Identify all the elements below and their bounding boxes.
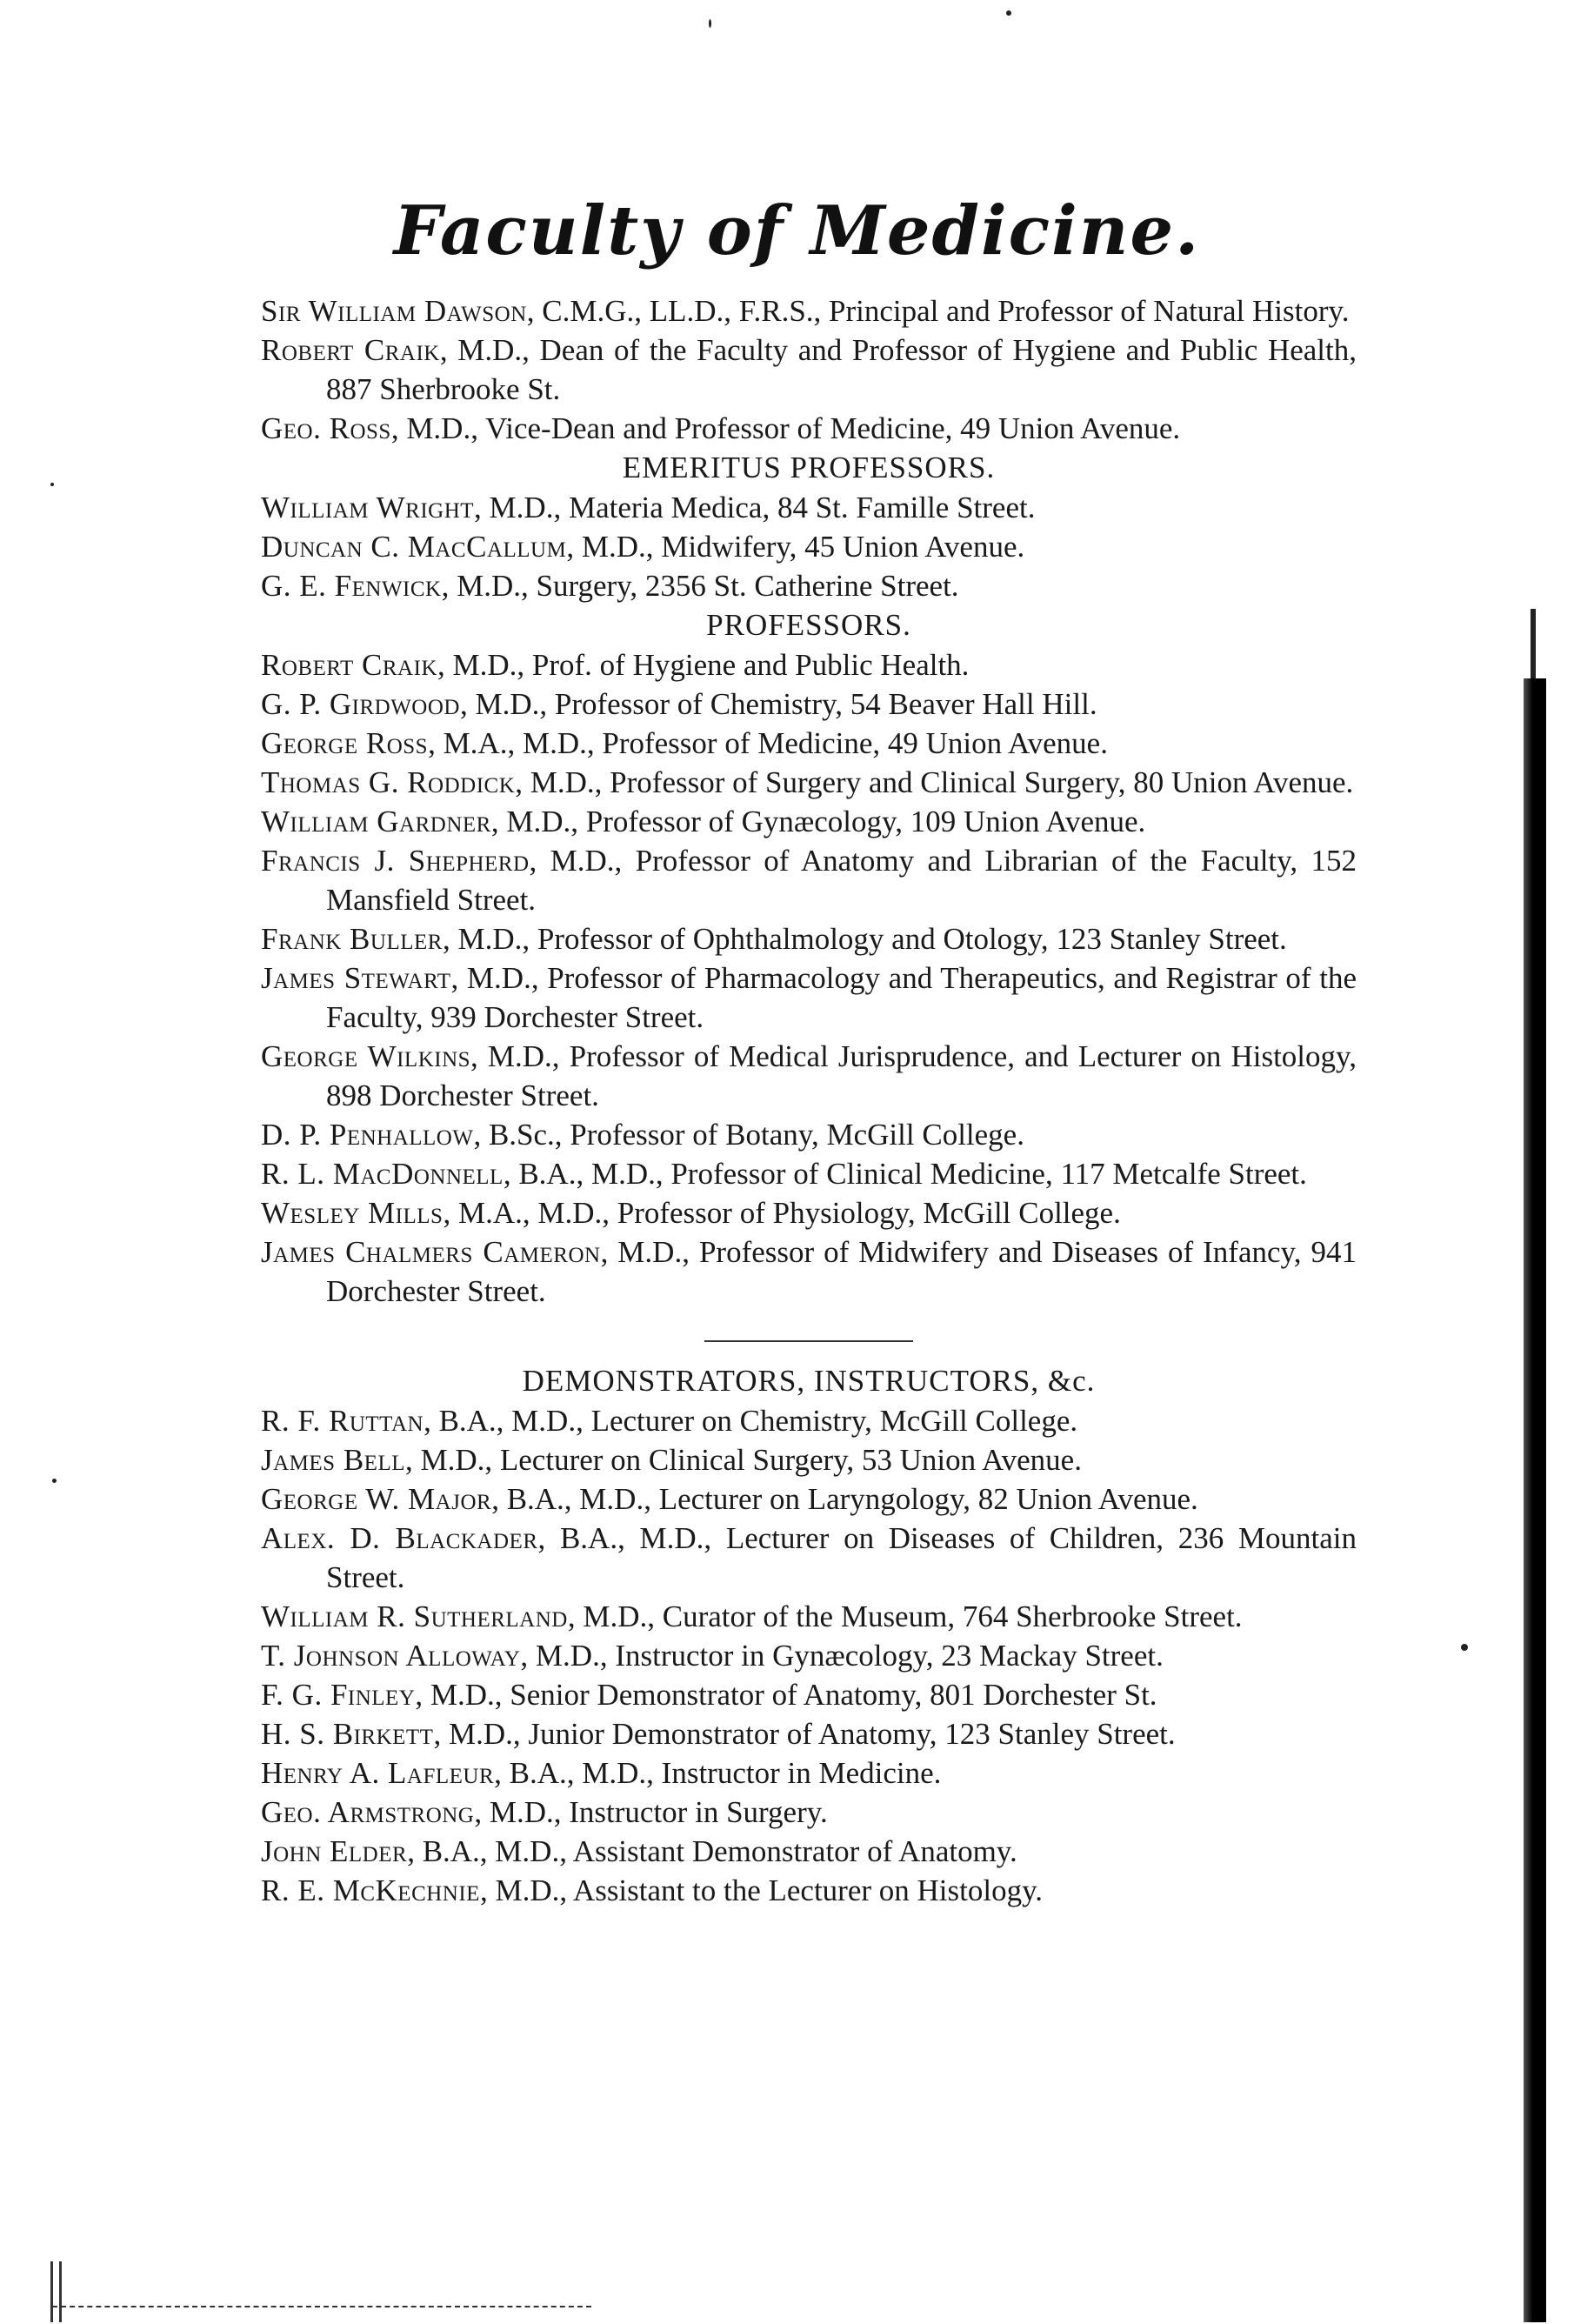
faculty-entry	[261, 1519, 1357, 1597]
scan-bottom-dash	[52, 2306, 591, 2307]
faculty-name: T. Johnson Alloway	[261, 1639, 521, 1673]
scan-speck	[1006, 10, 1011, 16]
faculty-details: , M.D., Dean of the Faculty and Professor of Hygiene and Public Health, 887 Sherbrooke St.	[326, 333, 1357, 406]
faculty-entry	[261, 331, 1357, 409]
page-title: Faculty of Medicine.	[393, 191, 1201, 270]
faculty-name: William Wright	[261, 491, 475, 524]
section-heading: PROFESSORS.	[706, 608, 911, 642]
faculty-details: , M.D., Assistant to the Lecturer on Histology.	[479, 1873, 1044, 1907]
scan-speck	[1461, 1644, 1468, 1651]
faculty-name: Frank Buller	[261, 922, 443, 956]
scan-bottom-tick	[59, 2261, 62, 2322]
faculty-entry	[261, 1832, 1357, 1871]
faculty-name: Duncan C. MacCallum	[261, 530, 567, 564]
intro-block	[261, 291, 1357, 448]
faculty-name: R. F. Ruttan	[261, 1404, 424, 1438]
faculty-name: Wesley Mills	[261, 1196, 444, 1230]
faculty-details: , M.A., M.D., Professor of Physiology, McGill College.	[443, 1196, 1121, 1230]
faculty-details: , M.D., Instructor in Surgery.	[474, 1795, 828, 1829]
faculty-entry	[261, 1675, 1357, 1714]
section-heading: EMERITUS PROFESSORS.	[622, 451, 996, 484]
faculty-name: H. S. Birkett	[261, 1717, 434, 1751]
section-heading: DEMONSTRATORS, INSTRUCTORS, &c.	[522, 1364, 1096, 1398]
faculty-details: , M.D., Materia Medica, 84 St. Famille Street.	[474, 491, 1036, 524]
faculty-name: Francis J. Shepherd	[261, 844, 530, 878]
faculty-entry	[261, 645, 1357, 685]
faculty-name: D. P. Penhallow	[261, 1118, 474, 1152]
faculty-details: , B.A., M.D., Assistant Demonstrator of Anatomy.	[407, 1834, 1017, 1868]
faculty-entry	[261, 527, 1357, 566]
faculty-details: , M.D., Senior Demonstrator of Anatomy, 801 Dorchester St.	[415, 1678, 1157, 1712]
faculty-entry	[261, 1154, 1357, 1193]
faculty-name: James Chalmers Cameron	[261, 1235, 601, 1269]
faculty-details: , M.D., Professor of Midwifery and Diseases of Infancy, 941 Dorchester Street.	[326, 1235, 1357, 1308]
faculty-name: G. E. Fenwick	[261, 569, 442, 603]
scan-speck	[52, 1479, 57, 1483]
faculty-name: Robert Craik	[261, 333, 440, 367]
section-demonstrators	[261, 1361, 1357, 1910]
faculty-name: Henry A. Lafleur	[261, 1756, 495, 1790]
faculty-name: R. L. MacDonnell	[261, 1157, 504, 1191]
faculty-details: , M.D., Midwifery, 45 Union Avenue.	[566, 530, 1025, 564]
faculty-entry	[261, 1714, 1357, 1753]
faculty-entry	[261, 763, 1357, 802]
faculty-name: G. P. Girdwood	[261, 687, 460, 721]
faculty-details: , M.A., M.D., Professor of Medicine, 49 Union Avenue.	[428, 726, 1108, 760]
faculty-entry	[261, 1115, 1357, 1154]
faculty-entry	[261, 1440, 1357, 1479]
faculty-details: , M.D., Junior Demonstrator of Anatomy, 123 Stanley Street.	[433, 1717, 1176, 1751]
faculty-entry	[261, 1793, 1357, 1832]
faculty-entry	[261, 566, 1357, 605]
faculty-details: , M.D., Professor of Surgery and Clinical Surgery, 80 Union Avenue.	[515, 765, 1354, 799]
faculty-details: , B.A., M.D., Lecturer on Chemistry, McGill College.	[424, 1404, 1078, 1438]
faculty-entry	[261, 1037, 1357, 1115]
faculty-entry	[261, 1479, 1357, 1519]
faculty-entry	[261, 1193, 1357, 1232]
scan-edge-shadow	[1524, 678, 1546, 2322]
faculty-details: , B.A., M.D., Lecturer on Laryngology, 82 Union Avenue.	[491, 1482, 1198, 1516]
faculty-details: , M.D., Professor of Medical Jurisprudence, and Lecturer on Histology, 898 Dorchester Street.	[326, 1039, 1357, 1112]
faculty-details: , B.A., M.D., Lecturer on Diseases of Children, 236 Mountain Street.	[326, 1521, 1357, 1594]
faculty-details: , B.A., M.D., Professor of Clinical Medicine, 117 Metcalfe Street.	[503, 1157, 1307, 1191]
faculty-details: , B.Sc., Professor of Botany, McGill College.	[473, 1118, 1024, 1152]
faculty-name: Robert Craik	[261, 648, 437, 682]
faculty-details: , M.D., Professor of Gynæcology, 109 Union Avenue.	[490, 805, 1146, 838]
faculty-name: George Ross	[261, 726, 429, 760]
scan-speck	[50, 483, 54, 486]
faculty-details: , M.D., Lecturer on Clinical Surgery, 53 Union Avenue.	[405, 1443, 1082, 1477]
faculty-entry	[261, 1871, 1357, 1910]
faculty-details: , M.D., Instructor in Gynæcology, 23 Mackay Street.	[520, 1639, 1164, 1673]
faculty-entry	[261, 1636, 1357, 1675]
faculty-name: George W. Major	[261, 1482, 492, 1516]
faculty-details: , M.D., Professor of Ophthalmology and Otology, 123 Stanley Street.	[442, 922, 1287, 956]
faculty-name: James Bell	[261, 1443, 405, 1477]
faculty-name: William R. Sutherland	[261, 1599, 568, 1633]
faculty-details: , M.D., Professor of Pharmacology and Therapeutics, and Registrar of the Faculty, 939 Dorchester Street.	[326, 961, 1357, 1034]
faculty-details: , B.A., M.D., Instructor in Medicine.	[494, 1756, 942, 1790]
faculty-entry	[261, 1232, 1357, 1311]
faculty-details: , M.D., Surgery, 2356 St. Catherine Street.	[441, 569, 959, 603]
faculty-entry	[261, 488, 1357, 527]
faculty-details: , M.D., Professor of Anatomy and Librarian of the Faculty, 152 Mansfield Street.	[326, 844, 1357, 917]
faculty-entry	[261, 1753, 1357, 1793]
faculty-entry	[261, 841, 1357, 919]
faculty-details: , M.D., Professor of Chemistry, 54 Beaver Hall Hill.	[459, 687, 1097, 721]
faculty-name: John Elder	[261, 1834, 408, 1868]
faculty-name: Sir William Dawson	[261, 294, 527, 328]
faculty-name: Alex. D. Blackader	[261, 1521, 538, 1555]
faculty-name: James Stewart	[261, 961, 451, 995]
section-divider	[704, 1340, 913, 1342]
faculty-details: , M.D., Prof. of Hygiene and Public Health.	[437, 648, 970, 682]
faculty-entry	[261, 724, 1357, 763]
faculty-entry	[261, 1401, 1357, 1440]
faculty-list	[261, 291, 1357, 1910]
faculty-name: Geo. Ross	[261, 411, 391, 445]
faculty-name: George Wilkins	[261, 1039, 471, 1073]
faculty-name: Thomas G. Roddick	[261, 765, 516, 799]
faculty-entry	[261, 291, 1357, 331]
section-professors	[261, 605, 1357, 1311]
faculty-details: , M.D., Vice-Dean and Professor of Medicine, 49 Union Avenue.	[390, 411, 1181, 445]
faculty-name: William Gardner	[261, 805, 491, 838]
faculty-entry	[261, 958, 1357, 1037]
faculty-entry	[261, 685, 1357, 724]
faculty-entry	[261, 919, 1357, 958]
faculty-entry	[261, 1597, 1357, 1636]
faculty-name: Geo. Armstrong	[261, 1795, 475, 1829]
scan-bottom-tick	[50, 2261, 53, 2322]
faculty-name: R. E. McKechnie	[261, 1873, 480, 1907]
scan-edge-mark	[1531, 609, 1536, 678]
faculty-details: , M.D., Curator of the Museum, 764 Sherbrooke Street.	[567, 1599, 1243, 1633]
faculty-details: , C.M.G., LL.D., F.R.S., Principal and Professor of Natural History.	[526, 294, 1350, 328]
scan-speck	[709, 19, 711, 28]
faculty-entry	[261, 409, 1357, 448]
faculty-name: F. G. Finley	[261, 1678, 416, 1712]
section-emeritus	[261, 448, 1357, 605]
faculty-entry	[261, 802, 1357, 841]
